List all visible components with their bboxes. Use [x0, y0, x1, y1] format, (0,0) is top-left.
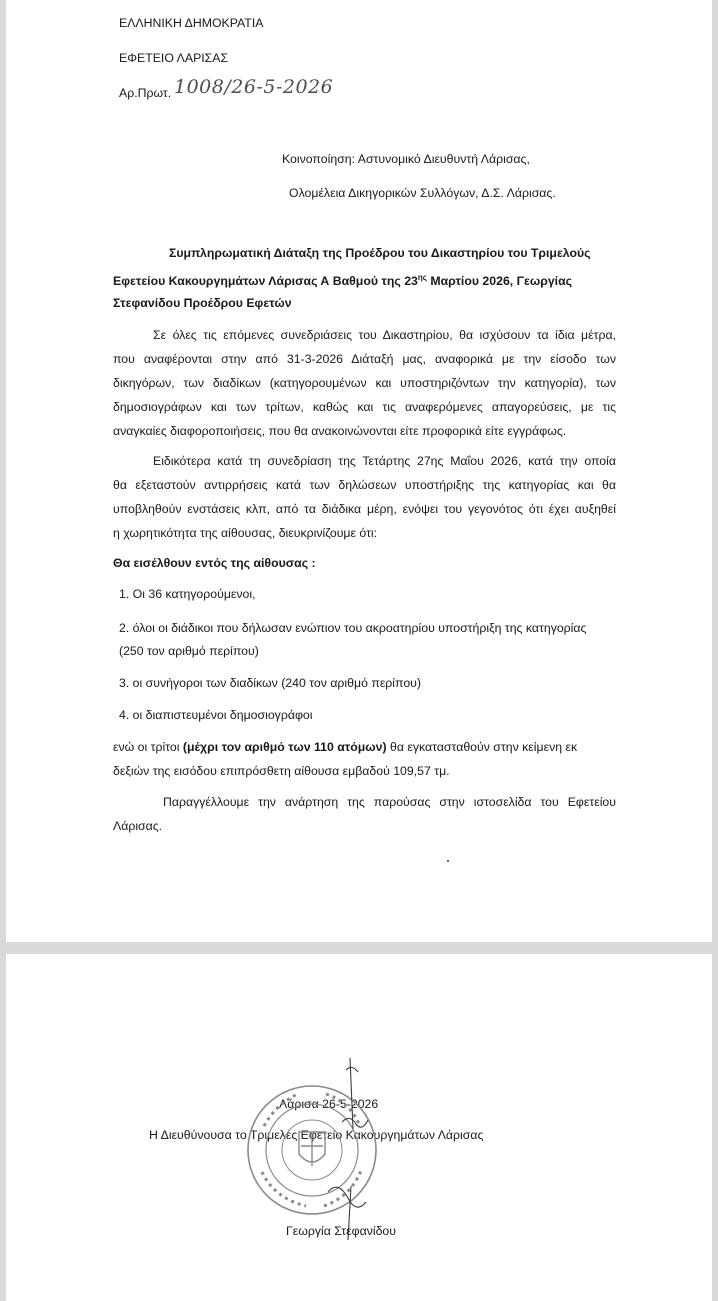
protocol-number-handwritten: 1008/26-5-2026: [174, 76, 334, 98]
scan-speck: [447, 860, 449, 862]
third-parties-line-2: δεξιών της εισόδου επιπρόσθετη αίθουσα εμβαδού 109,57 τμ.: [113, 764, 450, 778]
closing-line-1: Παραγγέλλουμε την ανάρτηση της παρούσας στην ιστοσελίδα του Εφετείου: [163, 795, 616, 809]
official-seal-and-signature: [6, 954, 712, 1301]
paragraph-1-line-4: δημοσιογράφων και των τρίτων, καθώς και τις αναφερόμενες απαγορεύσεις, με τις: [113, 400, 616, 414]
handwritten-signature: [328, 1058, 368, 1240]
paragraph-2-line-3: υποβληθούν ενστάσεις κλπ, από τα διάδικα μέρη, ενόψει του γεγονότος ότι έχει αυξηθεί: [113, 502, 616, 516]
document-page-1: [6, 0, 712, 942]
signature-place-date: Λάρισα 26-5-2026: [279, 1097, 379, 1111]
list-item-2-line-1: 2. όλοι οι διάδικοι που δήλωσαν ενώπιον του ακροατηρίου υποστήριξη της κατηγορίας: [119, 621, 587, 635]
paragraph-2-line-1: Ειδικότερα κατά τη συνεδρίαση της Τετάρτης 27ης Μαΐου 2026, κατά την οποία: [153, 454, 616, 468]
document-page-2: [6, 954, 712, 1301]
notification-line-2: Ολομέλεια Δικηγορικών Συλλόγων, Δ.Σ. Λάρισας.: [289, 186, 556, 200]
republic-heading: ΕΛΛΗΝΙΚΗ ΔΗΜΟΚΡΑΤΙΑ: [119, 16, 264, 30]
paragraph-1-line-2: που αναφέρονται στην από 31-3-2026 Διάταξή μας, αναφορικά με την είσοδο των: [113, 352, 616, 366]
paragraph-1-line-5: αναγκαίες διαφοροποιήσεις, που θα ανακοινώνονται είτε προφορικά είτε εγγράφως.: [113, 424, 567, 438]
list-item-4: 4. οι διαπιστευμένοι δημοσιογράφοι: [119, 708, 313, 722]
signature-role: Η Διευθύνουσα το Τριμελές Εφετείο Κακουργημάτων Λάρισας: [149, 1128, 484, 1142]
paragraph-1-line-3: δικηγόρων, των διαδίκων (κατηγορουμένων και υποστηριζόντων την κατηγορία), των: [113, 376, 616, 390]
list-item-3: 3. οι συνήγοροι των διαδίκων (240 τον αριθμό περίπου): [119, 676, 422, 690]
title-line-2: Εφετείου Κακουργημάτων Λάρισας Α Βαθμού της $23^{\eta\varsigma}$ Μαρτίου 2026, Γεωργίας: [113, 273, 573, 289]
notification-line-1: Κοινοποίηση: Αστυνομικό Διευθυντή Λάρισας,: [282, 152, 530, 166]
official-seal-stamp: [248, 1086, 379, 1214]
title-line-1: Συμπληρωματική Διάταξη της Προέδρου του Δικαστηρίου του Τριμελούς: [169, 246, 591, 260]
third-parties-line-1: ενώ οι τρίτοι (μέχρι τον αριθμό των 110 ατόμων) θα εγκατασταθούν στην κείμενη εκ: [113, 740, 578, 754]
protocol-label: Αρ.Πρωτ.: [119, 86, 172, 100]
list-item-1: 1. Οι 36 κατηγορούμενοι,: [119, 587, 256, 601]
closing-line-2: Λάρισας.: [113, 819, 163, 833]
list-heading: Θα εισέλθουν εντός της αίθουσας :: [113, 556, 316, 570]
paragraph-2-line-2: θα εξεταστούν αντιρρήσεις κατά των δηλώσεων υποστήριξης της κατηγορίας και θα: [113, 478, 616, 492]
title-line-3: Στεφανίδου Προέδρου Εφετών: [113, 296, 292, 310]
list-item-2-line-2: (250 τον αριθμό περίπου): [119, 644, 259, 658]
signature-name: Γεωργία Στεφανίδου: [286, 1224, 396, 1238]
court-heading: ΕΦΕΤΕΙΟ ΛΑΡΙΣΑΣ: [119, 51, 229, 65]
paragraph-1-line-1: Σε όλες τις επόμενες συνεδριάσεις του Δικαστηρίου, θα ισχύσουν τα ίδια μέτρα,: [153, 328, 616, 342]
paragraph-2-line-4: η χωρητικότητα της αίθουσας, διευκρινίζουμε ότι:: [113, 526, 378, 540]
